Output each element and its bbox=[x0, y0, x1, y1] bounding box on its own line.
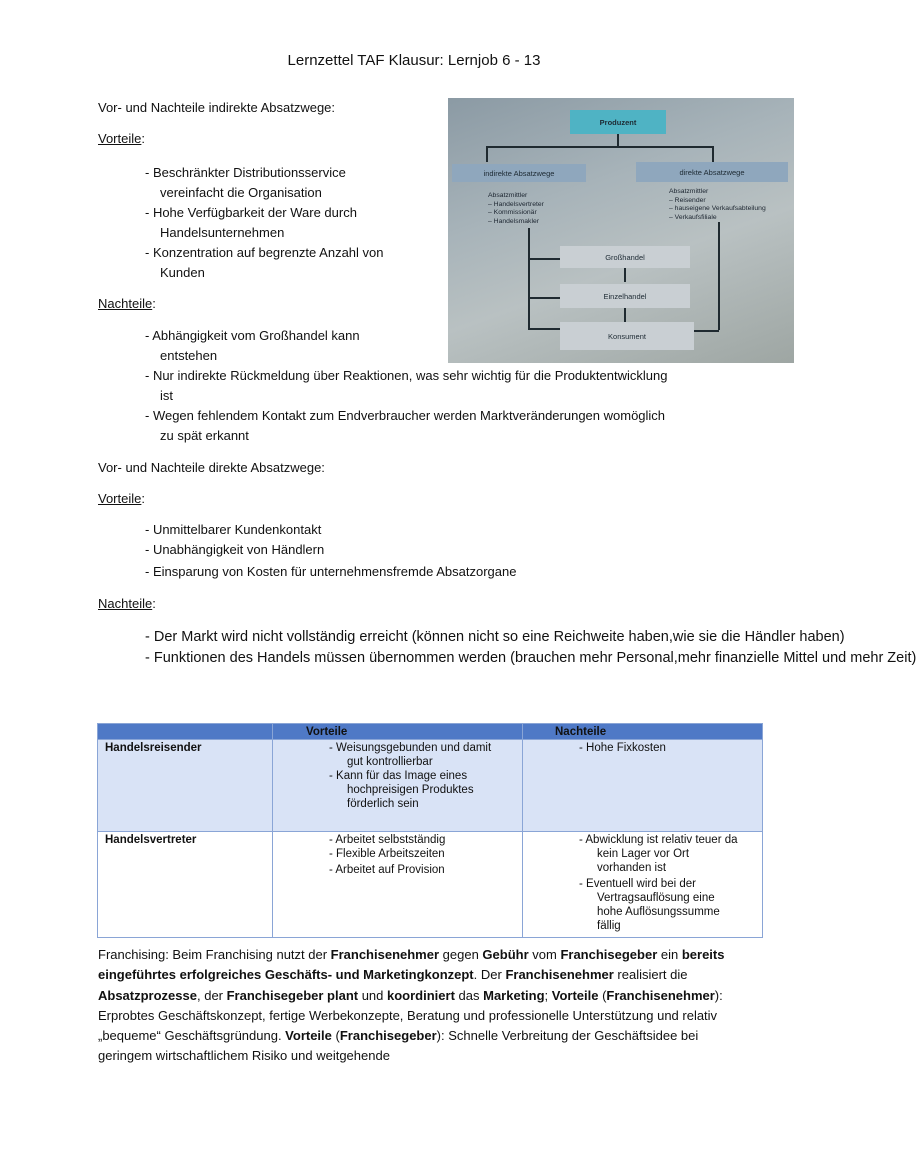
text-segment: realisiert die bbox=[613, 967, 688, 983]
direct-pros-list bbox=[145, 520, 516, 582]
list-item: - Konzentration auf begrenzte Anzahl von Kunden bbox=[145, 245, 384, 280]
retail-box: Einzelhandel bbox=[560, 284, 690, 308]
indirect-cons-label: Nachteile: bbox=[98, 296, 156, 311]
direct-cons-label: Nachteile: bbox=[98, 596, 156, 611]
list-item: - Funktionen des Handels müssen übernommen werden (brauchen mehr Personal,mehr finanzielle Mittel und mehr Zeit) bbox=[145, 650, 916, 666]
indirect-box: indirekte Absatzwege bbox=[452, 164, 586, 182]
text-segment: ein bbox=[657, 947, 682, 962]
indirect-intermediaries: Absatzmittler – Handelsvertreter – Kommissionär – Handelsmakler bbox=[488, 192, 544, 225]
list-item: - Beschränkter Distributionsservice vereinfacht die Organisation bbox=[145, 165, 346, 200]
table-header: Nachteile bbox=[523, 724, 763, 740]
direct-heading: Vor- und Nachteile direkte Absatzwege: bbox=[98, 460, 325, 475]
text-segment: ): Erprobtes Geschäftskonzept, fertige Werbekonzepte, Beratung und professionelle Unterstützung und relativ „bequeme“ Geschäftsgründung. bbox=[98, 987, 723, 1044]
indirect-heading: Vor- und Nachteile indirekte Absatzwege: bbox=[98, 100, 336, 115]
text-segment: ; bbox=[544, 987, 552, 1003]
table-header bbox=[98, 724, 273, 740]
bold-term: Franchisegeber bbox=[339, 1028, 437, 1044]
bold-term: Absatzprozesse bbox=[98, 987, 197, 1003]
franchising-paragraph bbox=[98, 945, 738, 1067]
table-header-row bbox=[98, 724, 763, 740]
bold-term: bereits eingeführtes erfolgreiches Geschäfts- und Marketingkonzept bbox=[98, 947, 725, 983]
list-item: - Unabhängigkeit von Händlern bbox=[145, 542, 325, 557]
row-cons: - Abwicklung ist relativ teuer da kein Lager vor Ort vorhanden ist - Eventuell wird bei der Vertragsauflösung eine hohe Auflösungssumme fällig bbox=[523, 832, 763, 938]
text-segment: , der bbox=[196, 987, 227, 1003]
bold-term: Franchisegeber plant bbox=[226, 987, 359, 1003]
text-segment: ): Schnelle Verbreitung der Geschäftsidee bei geringem wirtschaftlichem Risiko und weitgehende bbox=[98, 1028, 699, 1064]
row-pros: - Arbeitet selbstständig - Flexible Arbeitszeiten - Arbeitet auf Provision bbox=[273, 832, 523, 938]
bold-term: Gebühr bbox=[482, 947, 529, 962]
text-segment: . Der bbox=[473, 967, 506, 983]
bold-term: Marketing bbox=[483, 987, 545, 1003]
bold-term: Vorteile bbox=[551, 987, 599, 1003]
page-title: Lernzettel TAF Klausur: Lernjob 6 - 13 bbox=[287, 52, 541, 69]
distribution-diagram-photo bbox=[448, 98, 794, 363]
list-item: - Abhängigkeit vom Großhandel kann entstehen bbox=[145, 328, 360, 363]
text-segment: ( bbox=[598, 987, 607, 1003]
list-item: - Einsparung von Kosten für unternehmensfremde Absatzorgane bbox=[145, 564, 517, 579]
direct-cons-list bbox=[145, 627, 916, 669]
table-row bbox=[98, 832, 763, 938]
bold-term: Franchisegeber bbox=[560, 947, 658, 962]
bold-term: Franchisenehmer bbox=[505, 967, 614, 983]
text-segment: und bbox=[358, 987, 388, 1003]
list-item: - Hohe Verfügbarkeit der Ware durch Handelsunternehmen bbox=[145, 205, 357, 240]
text-segment: gegen bbox=[439, 947, 483, 962]
bold-term: koordiniert bbox=[387, 987, 455, 1003]
table-row bbox=[98, 740, 763, 832]
list-item: - Unmittelbarer Kundenkontakt bbox=[145, 522, 322, 537]
consumer-box: Konsument bbox=[560, 322, 694, 350]
direct-pros-label: Vorteile: bbox=[98, 491, 145, 506]
text-segment: Franchising: Beim Franchising nutzt der bbox=[98, 947, 331, 962]
indirect-pros-label: Vorteile: bbox=[98, 131, 145, 146]
direct-box: direkte Absatzwege bbox=[636, 162, 788, 182]
row-name: Handelsreisender bbox=[98, 740, 273, 832]
bold-term: Franchisenehmer bbox=[330, 947, 440, 962]
producer-box: Produzent bbox=[570, 110, 666, 134]
list-item: - Der Markt wird nicht vollständig erreicht (können nicht so eine Reichweite haben,wie sie die Händler haben) bbox=[145, 629, 845, 645]
bold-term: Vorteile bbox=[285, 1028, 332, 1044]
direct-intermediaries: Absatzmittler – Reisender – hauseigene Verkaufsabteilung – Verkaufsfiliale bbox=[669, 188, 766, 221]
table-header: Vorteile bbox=[273, 724, 523, 740]
bold-term: Franchisenehmer bbox=[606, 987, 715, 1003]
wholesale-box: Großhandel bbox=[560, 246, 690, 268]
row-name: Handelsvertreter bbox=[98, 832, 273, 938]
text-segment: ( bbox=[331, 1028, 340, 1044]
indirect-pros-list bbox=[145, 163, 384, 283]
list-item: - Wegen fehlendem Kontakt zum Endverbraucher werden Marktveränderungen womöglich zu spät erkannt bbox=[145, 408, 666, 443]
comparison-table bbox=[97, 723, 763, 938]
text-segment: vom bbox=[528, 947, 561, 962]
text-segment: das bbox=[454, 987, 484, 1003]
list-item: - Nur indirekte Rückmeldung über Reaktionen, was sehr wichtig für die Produktentwicklung ist bbox=[145, 368, 668, 403]
row-cons: - Hohe Fixkosten bbox=[523, 740, 763, 832]
row-pros: - Weisungsgebunden und damit gut kontrollierbar - Kann für das Image eines hochpreisigen Produktes förderlich sein bbox=[273, 740, 523, 832]
